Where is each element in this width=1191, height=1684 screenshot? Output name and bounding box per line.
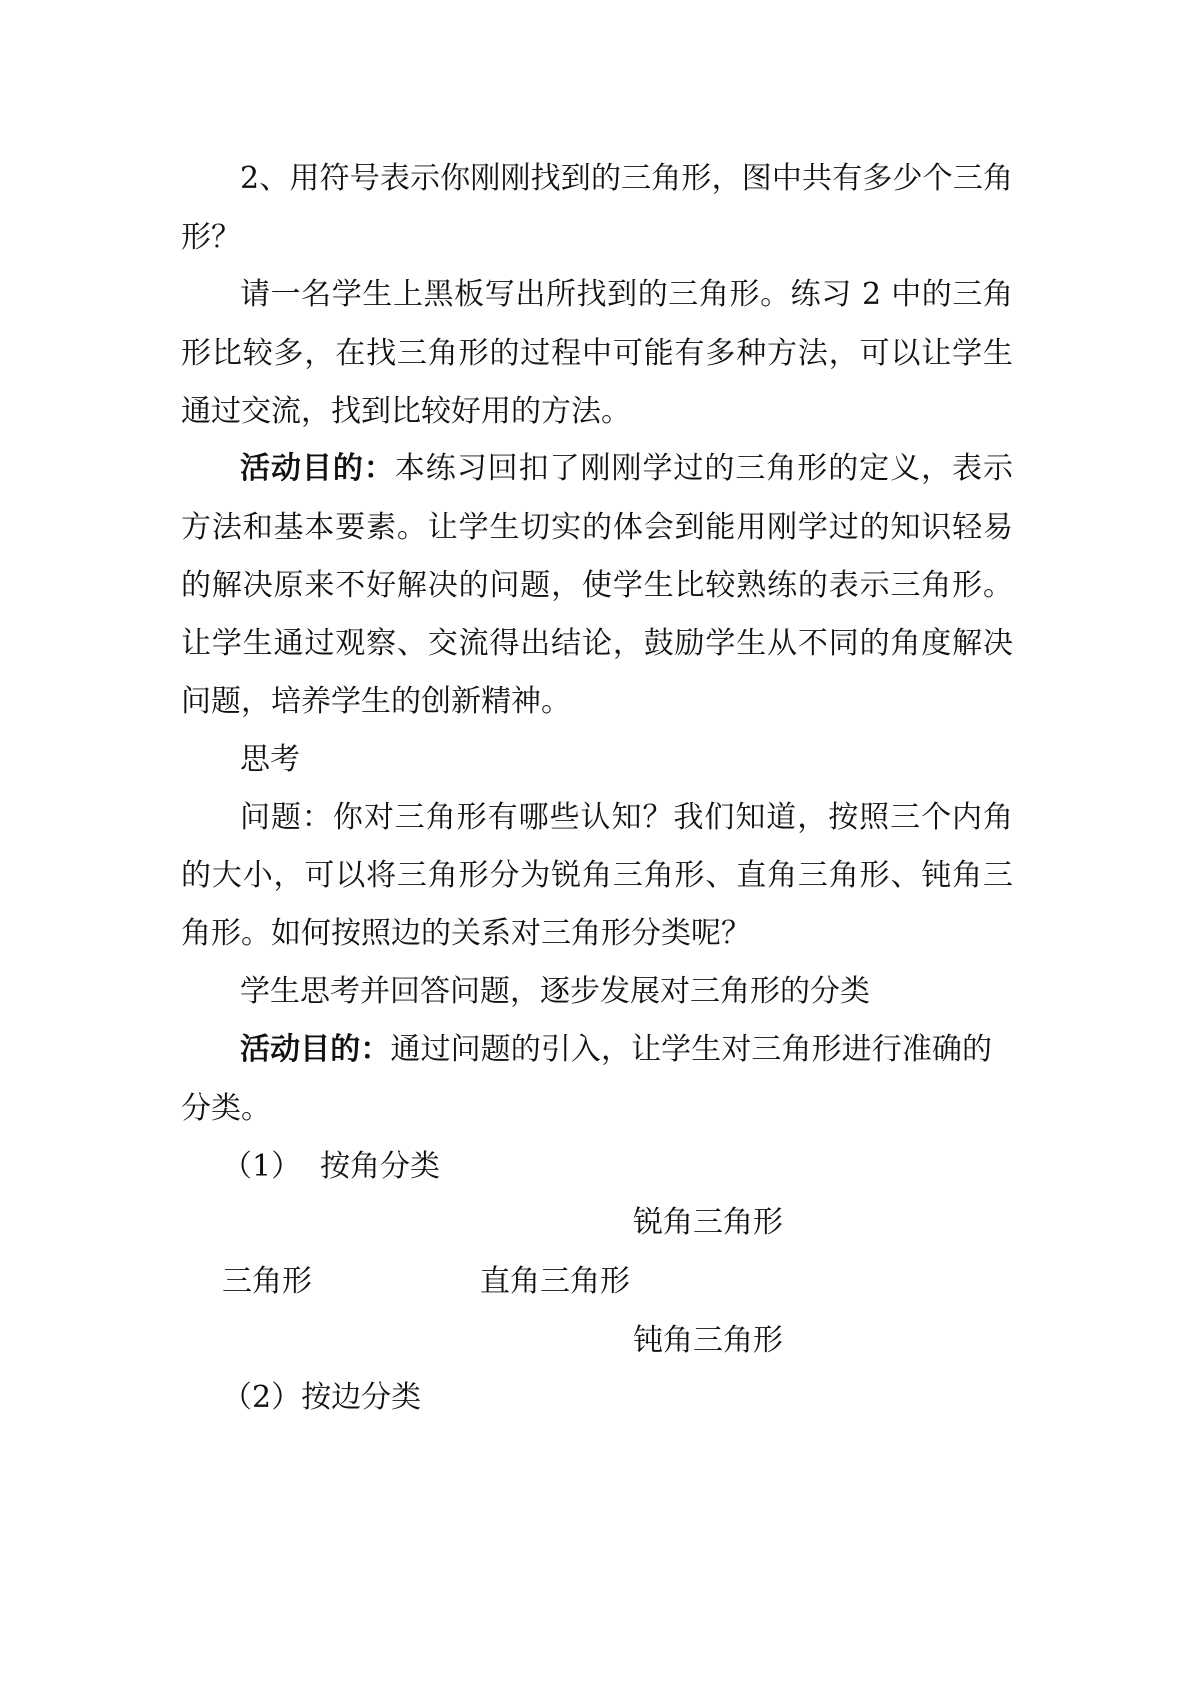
activity-goal-1-line-5: 问题，培养学生的创新精神。 [181,684,571,719]
activity-goal-1-line-2: 方法和基本要素。让学生切实的体会到能用刚学过的知识轻易 [181,510,1013,545]
blackboard-para-line-1: 请一名学生上黑板写出所找到的三角形。练习 2 中的三角 [240,277,1013,312]
activity-goal-2-label: 活动目的： [240,1032,391,1067]
section-2-line-2: 形？ [181,220,241,255]
blackboard-para-line-2: 形比较多，在找三角形的过程中可能有多种方法，可以让学生 [181,336,1013,371]
question-line-2: 的大小，可以将三角形分为锐角三角形、直角三角形、钝角三 [181,858,1013,893]
tree-right-triangle: 直角三角形 [480,1264,630,1299]
classify-by-angle-label: 按角分类 [320,1149,440,1184]
student-response: 学生思考并回答问题，逐步发展对三角形的分类 [240,974,870,1009]
think-heading: 思考 [240,742,300,777]
activity-goal-2-line-1-text: 通过问题的引入，让学生对三角形进行准确的 [390,1032,993,1067]
activity-goal-1-line-1-text: 本练习回扣了刚刚学过的三角形的定义，表示 [394,451,1014,486]
activity-goal-1-line-3: 的解决原来不好解决的问题，使学生比较熟练的表示三角形。 [181,568,1013,603]
question-line-3: 角形。如何按照边的关系对三角形分类呢？ [181,916,751,951]
tree-root-triangle: 三角形 [222,1264,312,1299]
tree-obtuse-triangle: 钝角三角形 [633,1323,783,1358]
tree-acute-triangle: 锐角三角形 [633,1205,783,1240]
section-2-line-1: 2、用符号表示你刚刚找到的三角形，图中共有多少个三角 [240,161,1013,196]
activity-goal-1-line-1 [240,451,1014,486]
question-line-1: 问题：你对三角形有哪些认知？我们知道，按照三个内角 [240,800,1013,835]
activity-goal-1-line-4: 让学生通过观察、交流得出结论，鼓励学生从不同的角度解决 [181,626,1013,661]
activity-goal-2-line-2: 分类。 [181,1091,271,1126]
activity-goal-2-line-1 [240,1032,993,1067]
classify-by-side: （2）按边分类 [222,1380,422,1415]
activity-goal-1-label: 活动目的： [240,451,395,486]
classify-by-angle-number: （1） [222,1149,302,1184]
blackboard-para-line-3: 通过交流，找到比较好用的方法。 [181,394,631,429]
